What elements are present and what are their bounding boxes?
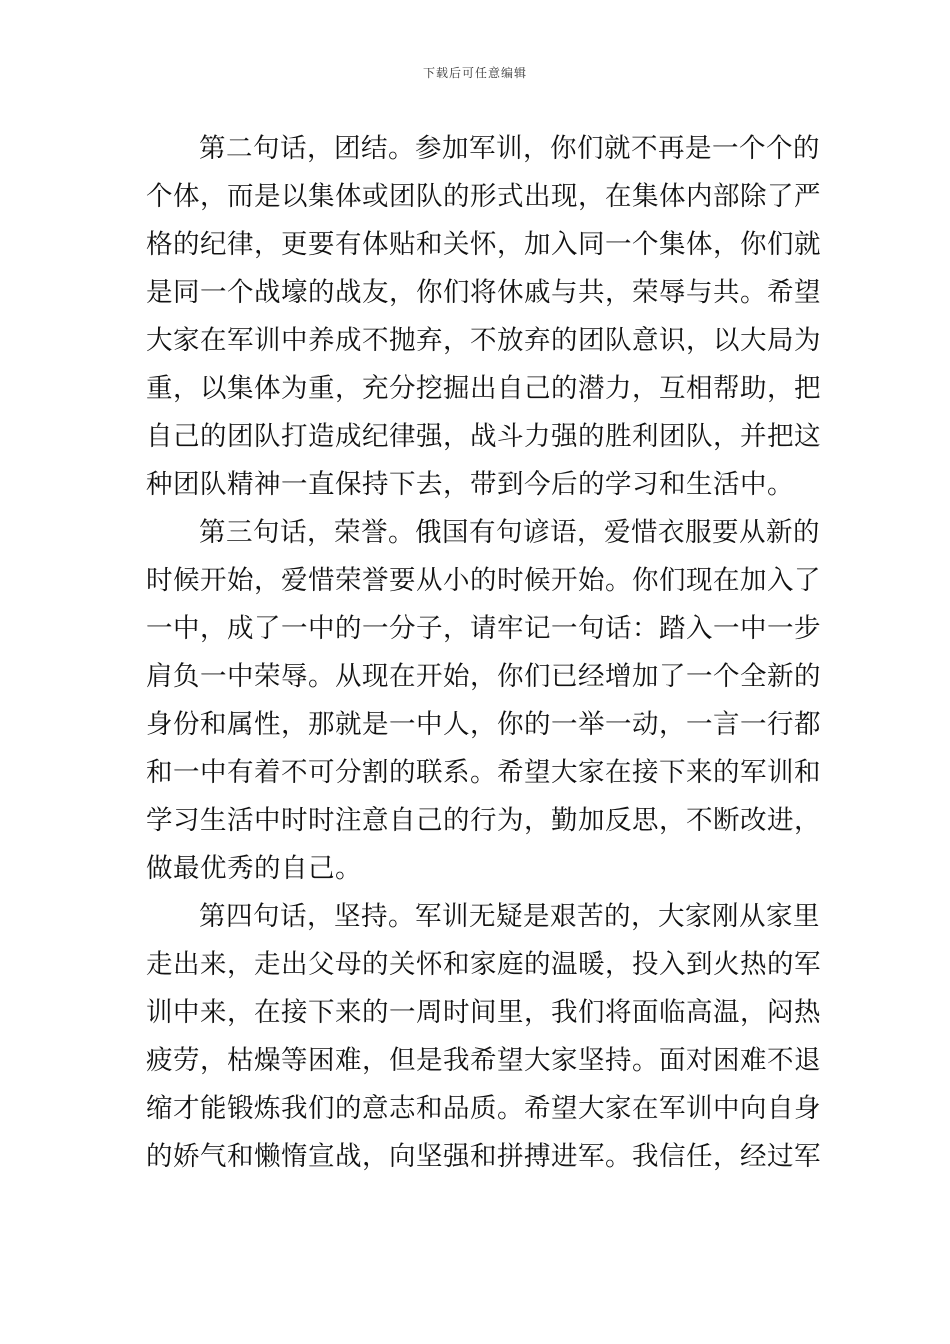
page-header: 下载后可任意编辑	[422, 66, 527, 80]
text-line: 疲劳，枯燥等困难，但是我希望大家坚持。面对困难不退	[146, 1045, 821, 1076]
text-line: 一中，成了一中的一分子，请牢记一句话：踏入一中一步	[146, 613, 821, 644]
paragraph-first-line: 第四句话，坚持。军训无疑是艰苦的，大家刚从家里	[199, 901, 820, 932]
text-line: 身份和属性，那就是一中人，你的一举一动，一言一行都	[146, 709, 821, 740]
paragraph-first-line: 第二句话，团结。参加军训，你们就不再是一个个的	[199, 133, 820, 164]
text-line: 是同一个战壕的战友，你们将休戚与共，荣辱与共。希望	[146, 277, 821, 308]
text-line: 的娇气和懒惰宣战，向坚强和拼搏进军。我信任，经过军	[146, 1141, 821, 1172]
text-line: 时候开始，爱惜荣誉要从小的时候开始。你们现在加入了	[146, 565, 821, 596]
text-line: 肩负一中荣辱。从现在开始，你们已经增加了一个全新的	[146, 661, 821, 692]
text-line: 和一中有着不可分割的联系。希望大家在接下来的军训和	[146, 757, 821, 788]
paragraph-first-line: 第三句话，荣誉。俄国有句谚语，爱惜衣服要从新的	[199, 517, 820, 548]
text-line: 重，以集体为重，充分挖掘出自己的潜力，互相帮助，把	[146, 373, 821, 404]
text-line: 种团队精神一直保持下去，带到今后的学习和生活中。	[146, 469, 794, 500]
text-line: 训中来，在接下来的一周时间里，我们将面临高温，闷热	[146, 997, 821, 1028]
text-line: 大家在军训中养成不抛弃，不放弃的团队意识，以大局为	[146, 325, 821, 356]
text-line: 走出来，走出父母的关怀和家庭的温暖，投入到火热的军	[146, 949, 821, 980]
text-line: 学习生活中时时注意自己的行为，勤加反思，不断改进，	[146, 805, 821, 836]
document-body	[146, 125, 821, 1181]
text-line: 格的纪律，更要有体贴和关怀，加入同一个集体，你们就	[146, 229, 821, 260]
text-line: 做最优秀的自己。	[146, 853, 362, 884]
text-line: 缩才能锻炼我们的意志和品质。希望大家在军训中向自身	[146, 1093, 821, 1124]
text-line: 个体，而是以集体或团队的形式出现，在集体内部除了严	[146, 181, 821, 212]
text-line: 自己的团队打造成纪律强，战斗力强的胜利团队，并把这	[146, 421, 821, 452]
